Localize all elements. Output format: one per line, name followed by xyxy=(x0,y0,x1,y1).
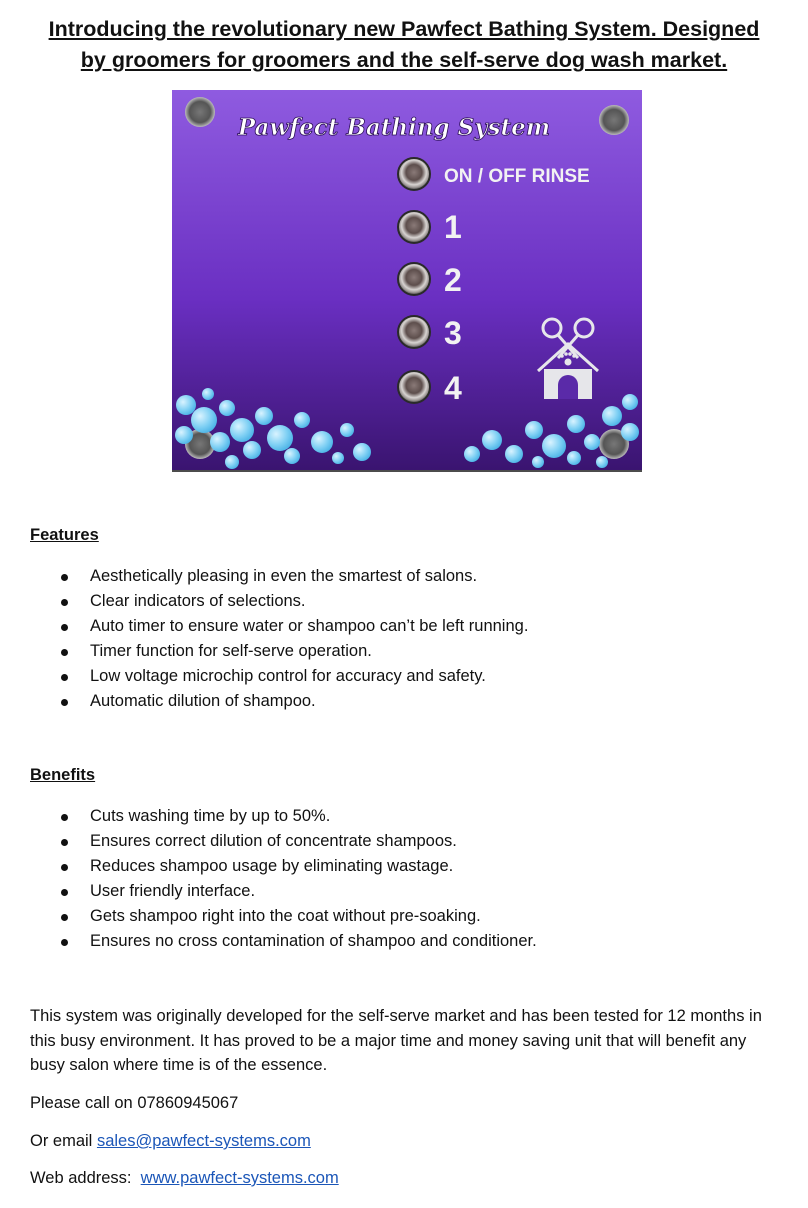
list-item: Ensures correct dilution of concentrate shampoos. xyxy=(58,829,537,854)
list-item: User friendly interface. xyxy=(58,879,537,904)
phone-prefix: Please call on xyxy=(30,1094,133,1112)
web-line xyxy=(30,1166,785,1191)
benefits-title: Benefits xyxy=(30,766,96,784)
list-item: Low voltage microchip control for accuracy and safety. xyxy=(58,664,528,689)
email-line xyxy=(30,1129,785,1154)
list-item: Aesthetically pleasing in even the smartest of salons. xyxy=(58,564,528,589)
list-item: Clear indicators of selections. xyxy=(58,589,528,614)
panel-button-label: ON / OFF RINSE xyxy=(444,166,590,187)
panel-button-label: 4 xyxy=(444,370,462,406)
web-link[interactable]: www.pawfect-systems.com xyxy=(140,1169,339,1187)
product-photo xyxy=(172,90,642,472)
web-prefix: Web address: xyxy=(30,1169,132,1187)
email-prefix: Or email xyxy=(30,1132,93,1150)
panel-button-label: 1 xyxy=(444,209,462,245)
panel-button-label: 2 xyxy=(444,262,462,298)
list-item: Automatic dilution of shampoo. xyxy=(58,689,528,714)
phone-line xyxy=(30,1091,785,1116)
email-link[interactable]: sales@pawfect-systems.com xyxy=(96,1132,311,1150)
panel-button-label: 3 xyxy=(444,315,462,351)
page-headline: Introducing the revolutionary new Pawfect Bathing System. Designed by groomers for groomers and the self-serve dog wash market. xyxy=(48,17,760,72)
list-item: Ensures no cross contamination of shampoo and conditioner. xyxy=(58,929,537,954)
list-item: Reduces shampoo usage by eliminating wastage. xyxy=(58,854,537,879)
benefits-list xyxy=(58,804,537,954)
features-title: Features xyxy=(30,526,99,544)
features-list xyxy=(58,564,528,714)
list-item: Gets shampoo right into the coat without pre-soaking. xyxy=(58,904,537,929)
description-paragraph: This system was originally developed for the self-serve market and has been tested for 12 months in this busy environment. It has proved to be a major time and money saving unit that will benefit any busy salon where time is of the essence. xyxy=(30,1007,762,1074)
list-item: Auto timer to ensure water or shampoo can’t be left running. xyxy=(58,614,528,639)
list-item: Cuts washing time by up to 50%. xyxy=(58,804,537,829)
panel-brand: Pawfect Bathing System xyxy=(237,114,551,141)
phone-number: 07860945067 xyxy=(137,1094,239,1112)
list-item: Timer function for self-serve operation. xyxy=(58,639,528,664)
